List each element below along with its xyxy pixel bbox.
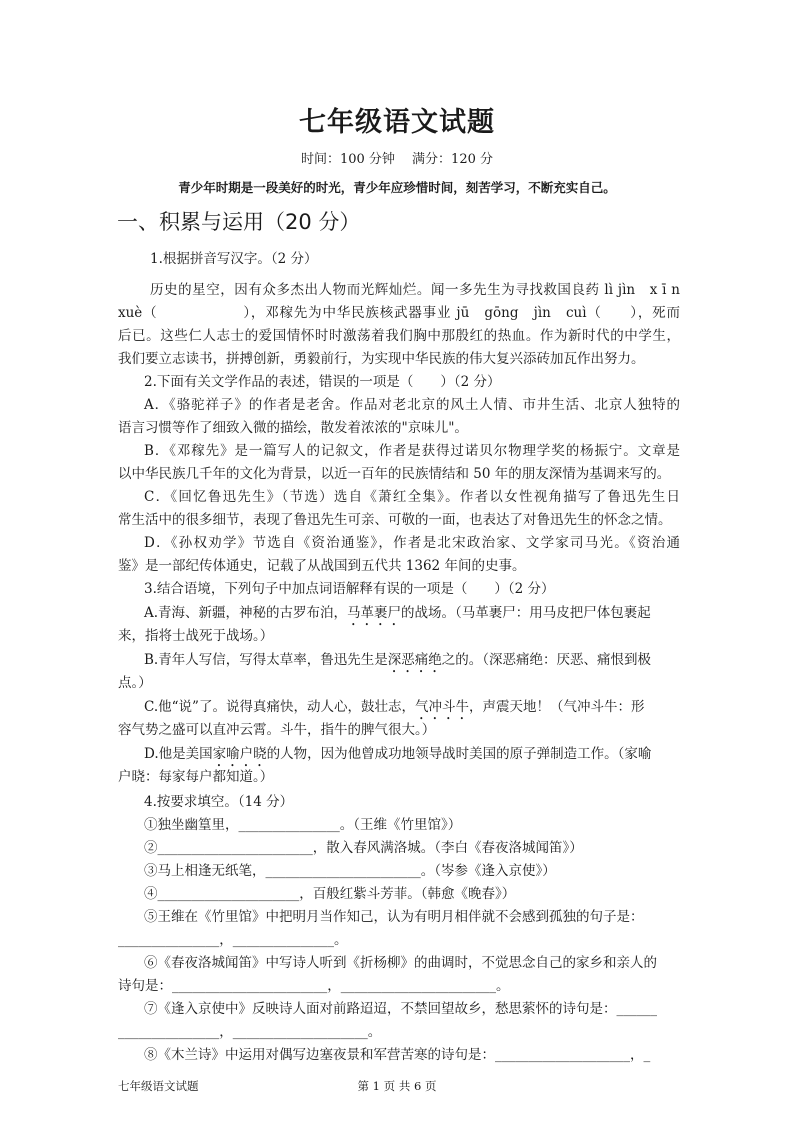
q3-option-c-line-2: 容气势之盛可以直冲云霄。斗牛，指牛的脾气很大。）	[118, 722, 436, 738]
q3-d-text-pre: D.他是美国	[144, 746, 213, 762]
q1-line-4: 我们要立志读书，拼搏创新，勇毅前行，为实现中华民族的伟大复兴添砖加瓦作出努力。	[118, 351, 645, 367]
section-heading: 一、积累与运用（20 分）	[117, 210, 361, 234]
q2-option-b-line-2: 以中华民族几千年的文化为背景，以近一百年的民族情结和 50 年的朋友深情为基调来写的。	[118, 466, 671, 482]
q4-item-1: ①独坐幽篁里，_______________。（王维《竹里馆》）	[144, 817, 462, 833]
page-number: 第 1 页 共 6 页	[357, 1079, 437, 1093]
q4-item-2: ②_______________________，散入春风满洛城。（李白《春夜洛城闻笛》）	[144, 840, 583, 856]
q2-option-a-line-2: 语言习惯等作了细致入微的描绘，散发着浓浓的"京味儿"。	[118, 420, 468, 436]
q2-option-d-line-2: 鉴》是一部纪传体通史，记载了从战国到五代共 1362 年间的史事。	[118, 558, 526, 574]
q4-item-8-line-1: ⑧《木兰诗》中运用对偶写边塞夜景和军营苦寒的诗句是：____________________，_	[144, 1047, 651, 1063]
q3-b-text-pre: B.青年人写信，写得太草率，鲁迅先生是	[144, 652, 388, 668]
q4-item-5-line-2: _______________，_______________。	[118, 932, 348, 948]
q3-c-text-pre: C.他“说”了。说得真痛快，动人心，鼓壮志，	[144, 699, 415, 715]
q3-b-dotted-term: 深恶痛绝	[387, 652, 442, 668]
q4-item-3: ③马上相逢无纸笔，_______________________。（岑参《逢入京使》）	[144, 863, 556, 879]
q4-item-6-line-2: 诗句是：_______________________，_______________________。	[118, 978, 510, 994]
q2-option-b-line-1: B．《邓稼先》是一篇写人的记叙文，作者是获得过诺贝尔物理学奖的杨振宁。文章是	[144, 443, 680, 459]
q3-c-dotted-term: 气冲斗牛	[414, 699, 469, 715]
q2-option-a-line-1: A．《骆驼祥子》的作者是老舍。作品对老北京的风土人情、市井生活、北京人独特的	[144, 397, 680, 413]
q3-option-b-line-2: 点。）	[118, 675, 152, 691]
footer-title: 七年级语文试题	[118, 1079, 199, 1093]
q3-a-dotted-term: 马革裹尸	[347, 605, 402, 621]
q3-c-text-post: ，声震天地！（气冲斗牛：形	[468, 699, 645, 715]
q4-item-7-line-1: ⑦《逢入京使中》反映诗人面对前路迢迢，不禁回望故乡，愁思萦怀的诗句是：______	[144, 1001, 657, 1017]
q1-stem: 1.根据拼音写汉字。（2 分）	[150, 251, 318, 267]
q3-b-text-post: 之的。（深恶痛绝：厌恶、痛恨到极	[441, 652, 651, 668]
q4-item-5-line-1: ⑤王维在《竹里馆》中把明月当作知己，认为有明月相伴就不会感到孤独的句子是：	[144, 909, 644, 925]
q2-option-c-line-2: 常生活中的很多细节，表现了鲁迅先生可亲、可敬的一面，也表达了对鲁迅先生的怀念之情。	[118, 512, 672, 528]
q1-line-3: 后已。这些仁人志士的爱国情怀时时激荡着我们胸中那殷红的热血。作为新时代的中学生，	[118, 328, 680, 344]
q4-item-4: ④_____________________，百般红紫斗芳菲。（韩愈《晚春》）	[144, 886, 516, 902]
q3-option-a-line-2: 来，指将士战死于战场。）	[118, 628, 274, 644]
q2-option-d-line-1: D．《孙权劝学》节选自《资治通鉴》，作者是北宋政治家、文学家司马光。《资治通	[144, 535, 680, 551]
q3-option-d-line-2: 户晓：每家每户都知道。）	[118, 769, 274, 785]
page-title: 七年级语文试题	[299, 107, 495, 138]
q2-stem: 2.下面有关文学作品的表述，错误的一项是（ ）（2 分）	[144, 374, 501, 390]
q4-item-6-line-1: ⑥《春夜洛城闻笛》中写诗人听到《折杨柳》的曲调时，不觉思念自己的家乡和亲人的	[144, 955, 657, 971]
q3-a-text-pre: A.青海、新疆，神秘的古罗布泊，	[144, 605, 348, 621]
q2-option-c-line-1: C．《回忆鲁迅先生》（节选）选自《萧红全集》。作者以女性视角描写了鲁迅先生日	[144, 489, 680, 505]
q3-stem: 3.结合语境，下列句子中加点词语解释有误的一项是（ ）（2 分）	[144, 581, 555, 597]
q1-line-1: 历史的星空，因有众多杰出人物而光辉灿烂。闻一多先生为寻找救国良药 lì jìn x ī n	[150, 282, 680, 298]
exam-meta: 时间：100 分钟 满分：120 分	[300, 152, 494, 167]
q4-item-7-line-2: _______________，____________________。	[118, 1024, 382, 1040]
q1-line-2: xuè（ ），邓稼先为中华民族核武器事业 jū gōng jìn cuì（ ），死而	[118, 305, 680, 321]
q3-d-dotted-term: 家喻户晓	[212, 746, 267, 762]
q3-d-text-post: 的人物，因为他曾成功地领导战时美国的原子弹制造工作。（家喻	[266, 746, 652, 762]
q4-stem: 4.按要求填空。（14 分）	[144, 794, 294, 810]
q3-a-text-post: 的战场。（马革裹尸：用马皮把尸体包裹起	[401, 605, 651, 621]
motto: 青少年时期是一段美好的时光，青少年应珍惜时间，刻苦学习，不断充实自己。	[178, 180, 616, 195]
